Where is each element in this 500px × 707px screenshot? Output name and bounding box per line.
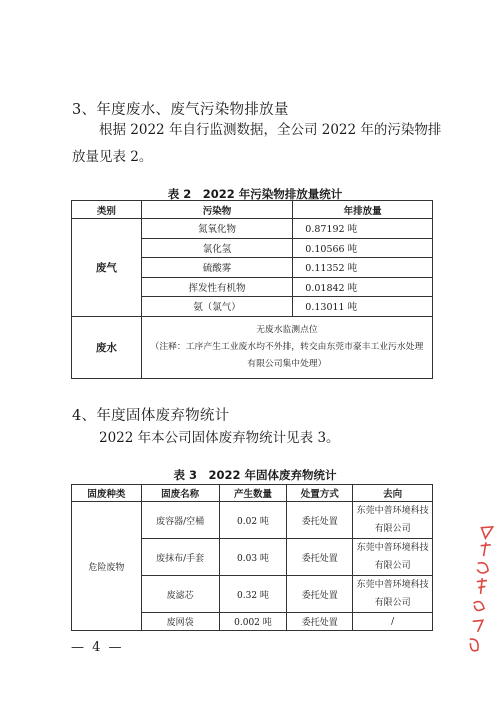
section4-paragraph: 2022 年本公司固体废弃物统计见表 3。 bbox=[99, 430, 340, 446]
table-row bbox=[72, 316, 433, 378]
table2-header-amount: 年排放量 bbox=[293, 201, 433, 219]
table3-header-type: 固废种类 bbox=[72, 485, 142, 502]
waste-amount-cell: 0.002 吨 bbox=[219, 613, 287, 631]
water-note-text: （注释：工序产生工业废水均不外排，转交由东莞市豪丰工业污水处理有限公司集中处理） bbox=[150, 341, 424, 369]
table3-header-amount: 产生数量 bbox=[219, 485, 287, 502]
table3-header-method: 处置方式 bbox=[287, 485, 353, 502]
table3-category: 危险废物 bbox=[72, 502, 142, 631]
waste-destination-cell: 东莞中普环境科技有限公司 bbox=[353, 502, 433, 539]
table3-header-destination: 去向 bbox=[353, 485, 433, 502]
seal-mark-icon bbox=[463, 519, 500, 661]
pollutant-cell: 挥发性有机物 bbox=[141, 277, 293, 297]
waste-amount-cell: 0.02 吨 bbox=[219, 502, 287, 539]
pollutant-cell: 氯化氢 bbox=[141, 238, 293, 258]
section4-heading: 4、年度固体废弃物统计 bbox=[72, 408, 230, 424]
table3-header-row bbox=[72, 485, 433, 502]
table2-water-category: 废水 bbox=[72, 316, 142, 378]
table2-header-category: 类别 bbox=[72, 201, 142, 219]
amount-cell: 0.13011 吨 bbox=[293, 297, 433, 317]
waste-method-cell: 委托处置 bbox=[287, 613, 353, 631]
table-row bbox=[72, 219, 433, 239]
table2-header-pollutant: 污染物 bbox=[141, 201, 293, 219]
pollutant-cell: 氮氧化物 bbox=[141, 219, 293, 239]
amount-cell: 0.01842 吨 bbox=[293, 277, 433, 297]
page-number: — 4 — bbox=[71, 640, 124, 655]
waste-amount-cell: 0.03 吨 bbox=[219, 539, 287, 576]
pollutant-cell: 氨（氯气） bbox=[141, 297, 293, 317]
section3-paragraph: 根据 2022 年自行监测数据，全公司 2022 年的污染物排放量见表 2。 bbox=[72, 122, 442, 165]
table2-water-cell bbox=[141, 316, 432, 378]
amount-cell: 0.87192 吨 bbox=[293, 219, 433, 239]
pollutant-cell: 硫酸雾 bbox=[141, 258, 293, 278]
amount-cell: 0.10566 吨 bbox=[293, 238, 433, 258]
waste-destination-cell: 东莞中普环境科技有限公司 bbox=[353, 576, 433, 613]
waste-name-cell: 废网袋 bbox=[141, 613, 219, 631]
table2-air-category: 废气 bbox=[72, 219, 142, 317]
table2 bbox=[71, 200, 433, 379]
section3-heading: 3、年度废水、废气污染物排放量 bbox=[72, 102, 289, 118]
waste-amount-cell: 0.32 吨 bbox=[219, 576, 287, 613]
water-status-text: 无废水监测点位 bbox=[256, 324, 318, 335]
waste-method-cell: 委托处置 bbox=[287, 502, 353, 539]
amount-cell: 0.11352 吨 bbox=[293, 258, 433, 278]
waste-name-cell: 废容器/空桶 bbox=[141, 502, 219, 539]
waste-method-cell: 委托处置 bbox=[287, 539, 353, 576]
table2-header-row bbox=[72, 201, 433, 219]
table3-header-name: 固废名称 bbox=[141, 485, 219, 502]
table-row bbox=[72, 502, 433, 539]
table2-caption: 表 2 2022 年污染物排放量统计 bbox=[167, 187, 343, 201]
table3-caption: 表 3 2022 年固体废弃物统计 bbox=[173, 468, 337, 482]
waste-name-cell: 废滤芯 bbox=[141, 576, 219, 613]
waste-destination-cell: / bbox=[353, 613, 433, 631]
table3 bbox=[71, 484, 433, 631]
waste-name-cell: 废抹布/手套 bbox=[141, 539, 219, 576]
red-seal-stamp bbox=[463, 519, 500, 661]
waste-destination-cell: 东莞中普环境科技有限公司 bbox=[353, 539, 433, 576]
waste-method-cell: 委托处置 bbox=[287, 576, 353, 613]
